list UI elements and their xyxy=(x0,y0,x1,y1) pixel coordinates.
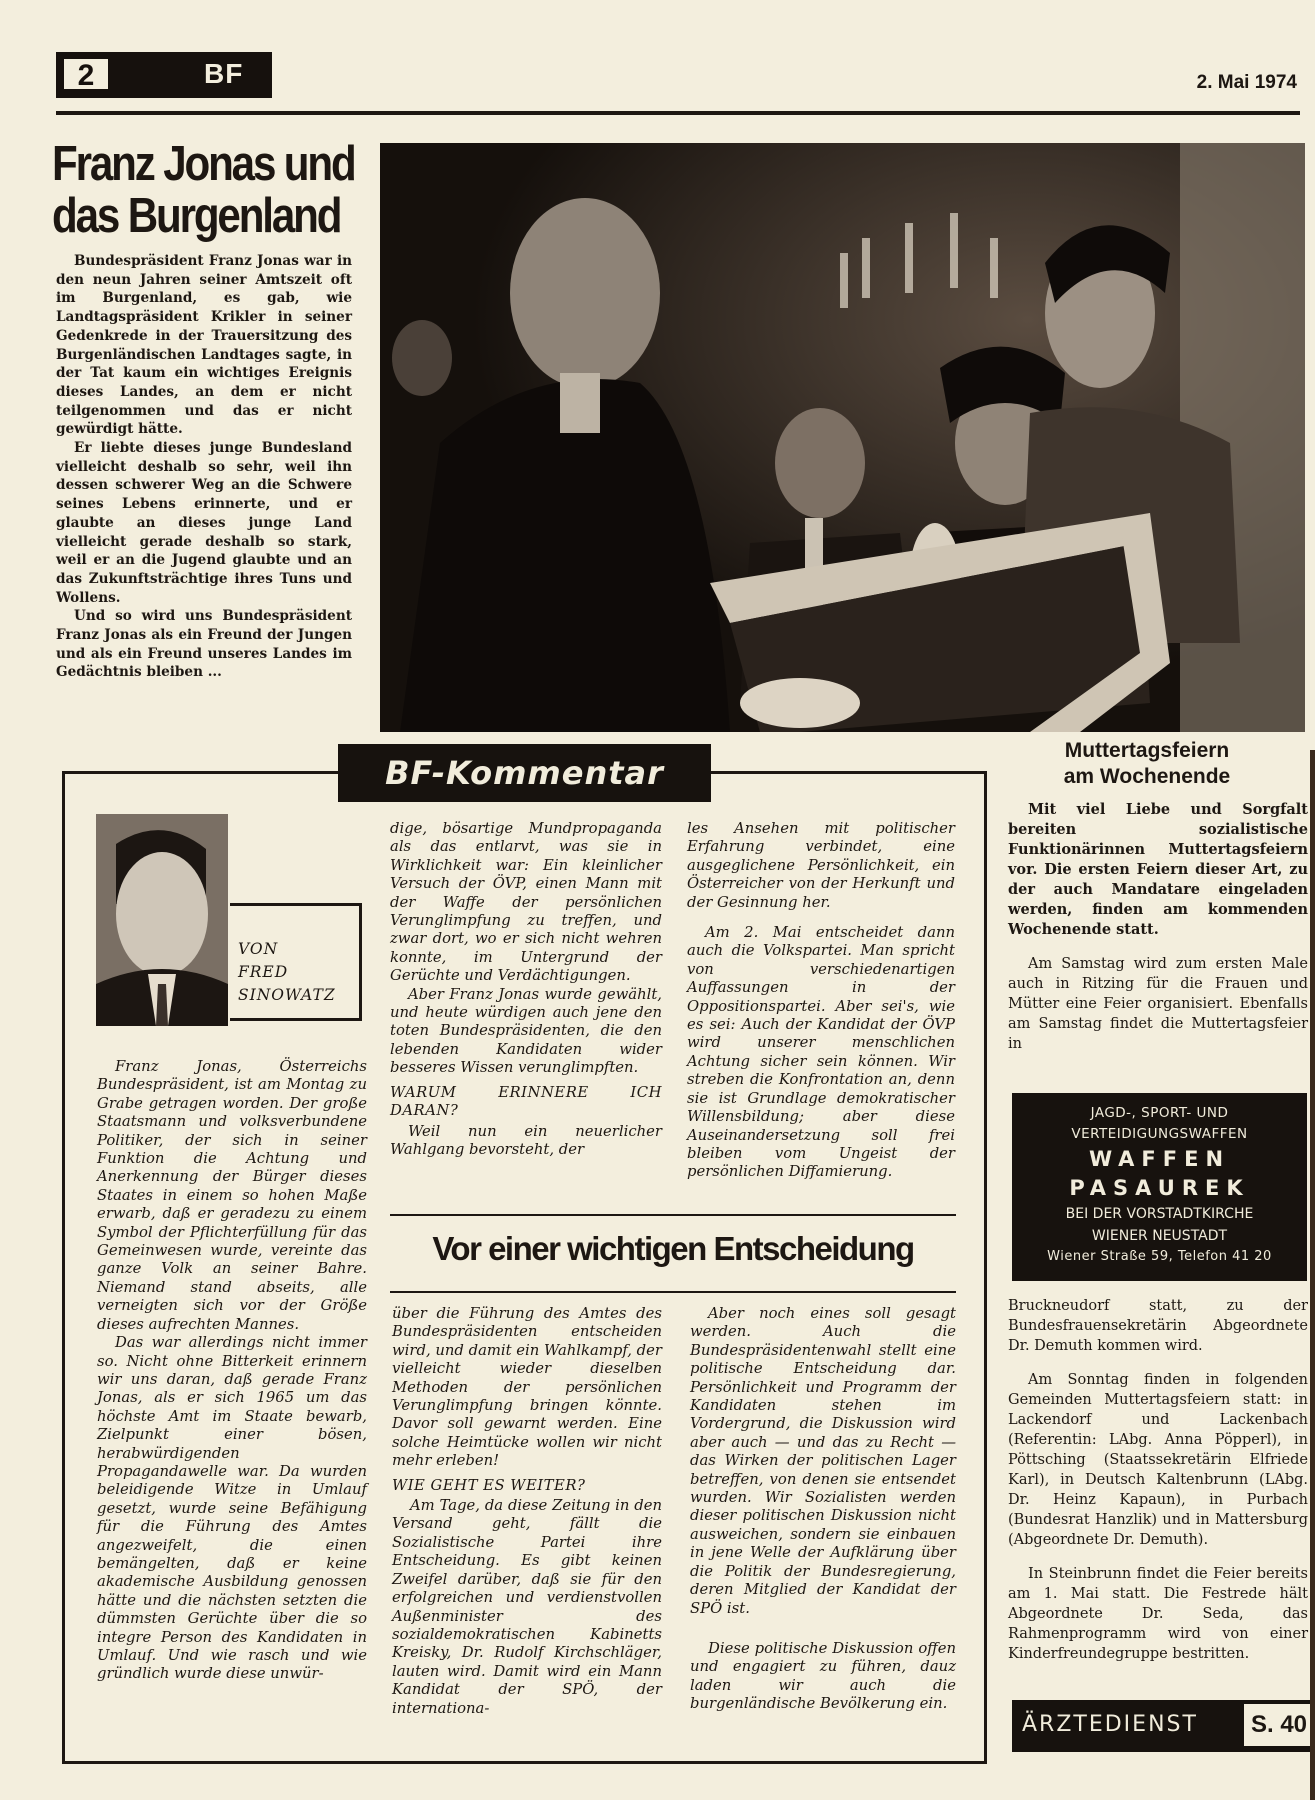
paragraph: Bruckneudorf statt, zu der Bundesfrauensekretärin Abgeordnete Dr. Demuth kommen wird. xyxy=(1008,1298,1308,1354)
muttertag-headline-line1: Muttertagsfeiern xyxy=(1064,739,1230,762)
kommentar-column-2 xyxy=(390,820,662,1159)
lead-headline-line2: das Burgenland xyxy=(52,189,341,243)
lead-photo xyxy=(380,143,1305,732)
ad-name: PASAUREK xyxy=(1069,1176,1250,1200)
section-label: BF xyxy=(204,58,244,89)
aerztedienst-page-ref[interactable]: S. 40 xyxy=(1244,1704,1314,1746)
muttertag-body-continued xyxy=(1008,1296,1308,1678)
paragraph: über die Führung des Amtes des Bundespräsidenten entscheiden wird, und damit ein Wahlkampf, der vielleicht wieder dieselben Methoden der persönlichen Verunglimpfung bringen könnte. Davor soll gewarnt werden. Eine solche Heimtücke wollen wir nicht mehr erleben! xyxy=(392,1305,662,1470)
advertisement-waffen-pasaurek xyxy=(1012,1093,1307,1281)
paragraph: Aber Franz Jonas wurde gewählt, und heute würdigen auch jene den toten Bundespräsidenten, die den lebenden Kandidaten wider besseres Wissen verunglimpften. xyxy=(390,985,662,1077)
author-portrait-icon xyxy=(96,814,228,1026)
muttertag-headline-line2: am Wochenende xyxy=(1063,765,1231,788)
ad-line: BEI DER VORSTADTKIRCHE xyxy=(1065,1206,1254,1222)
aerztedienst-label: ÄRZTEDIENST xyxy=(1022,1712,1198,1737)
section-header-bar xyxy=(56,52,272,98)
subheadline-rule-top xyxy=(390,1214,956,1216)
author-photo xyxy=(96,814,228,1026)
lead-paragraph: Er liebte dieses junge Bundesland vielleicht deshalb so sehr, weil ihn dessen schwerer Weg an die Schwere seines Lebens erinnerte, und er glaubte an dieses junge Land vielleicht gerade deshalb so stark, weil er an die Jugend glaubte und an das Zukunftsträchtige ihres Tuns und Wollens. xyxy=(56,440,352,606)
kommentar-column-4 xyxy=(392,1305,662,1718)
paragraph: dige, bösartige Mundpropaganda als das entlarvt, was sie in Wirklichkeit war: Ein kleinlicher Versuch der ÖVP, einen Mann mit der Waffe der persönlichen Verunglimpfung zu treffen, und zwar dort, wo er sich nicht wehren konnte, im Untergrund der Gerüchte und Verdächtigungen. xyxy=(390,820,662,985)
ad-line: VERTEIDIGUNGSWAFFEN xyxy=(1071,1126,1248,1142)
muttertag-intro: Mit viel Liebe und Sorgfalt bereiten sozialistische Funktionärinnen Muttertagsfeiern vor. Die ersten Feiern dieser Art, zu der auch Mandatare eingeladen werden, finden am kommenden Wochenende statt. xyxy=(1008,801,1308,938)
lead-headline-line1: Franz Jonas und xyxy=(52,137,355,191)
issue-date: 2. Mai 1974 xyxy=(1196,72,1297,93)
subheadline-rule-bottom xyxy=(390,1291,956,1293)
muttertag-body xyxy=(1008,800,1308,1054)
paragraph: Am 2. Mai entscheidet dann auch die Volkspartei. Man spricht von verschiedenartigen Auffassungen in der Oppositionspartei. Aber sei's, wie es sei: Auch der Kandidat der ÖVP wird unserer menschlichen Achtung sicher sein können. Wir streben die Konfrontation an, denn sie ist Grundlage demokratischer Willensbildung; aber diese Auseinandersetzung soll frei bleiben vom Ungeist der persönlichen Diffamierung. xyxy=(687,924,955,1181)
paragraph: Am Sonntag finden in folgenden Gemeinden Muttertagsfeiern statt: in Lackendorf und Lackenbach (Referentin: LAbg. Anna Pöpperl), in Pöttsching (Staatssekretärin Elfriede Karl), in Deutsch Kaltenbrunn (LAbg. Dr. Heinz Kapaun), in Purbach (Bundesrat Hanzlik) und in Mattersburg (Abgeordnete Dr. Demuth). xyxy=(1008,1372,1308,1548)
lead-paragraph: Und so wird uns Bundespräsident Franz Jonas als ein Freund der Jungen und als ein Freund unseres Landes im Gedächtnis bleiben ... xyxy=(56,608,352,681)
kommentar-banner: BF-Kommentar xyxy=(338,744,711,802)
ad-line: JAGD-, SPORT- UND xyxy=(1090,1105,1229,1121)
ad-line: WIENER NEUSTADT xyxy=(1091,1228,1228,1244)
lead-paragraph: Bundespräsident Franz Jonas war in den neun Jahren seiner Amtszeit oft im Burgenland, es gab, wie Landtagspräsident Krikler in seiner Gedenkrede in der Trauersitzung des Burgenländischen Landtages sagte, in der Tat kaum ein wichtiges Ereignis dieses Landes, an dem er nicht teilgenommen und das er nicht gewürdigt hätte. xyxy=(56,253,352,438)
paragraph: Weil nun ein neuerlicher Wahlgang bevorsteht, der xyxy=(390,1122,662,1158)
aerztedienst-box[interactable] xyxy=(1012,1700,1314,1752)
paragraph: Am Samstag wird zum ersten Male auch in Ritzing für die Frauen und Mütter eine Feier organisiert. Ebenfalls am Samstag findet die Muttertagsfeier in xyxy=(1008,956,1308,1052)
subhead: WARUM ERINNERE ICH DARAN? xyxy=(390,1083,662,1120)
paragraph: Aber noch eines soll gesagt werden. Auch die Bundespräsidentenwahl stellt eine politische Entscheidung dar. Persönlichkeit und Programm der Kandidaten stehen im Vordergrund, die Diskussion wird aber auch — und das zu Recht — das Wirken der politischen Lager betreffen, von denen sie entsendet wurden. Wir Sozialisten werden dieser politischen Diskussion nicht ausweichen, sondern sie einbauen in jene Welle der Aufklärung über die Politik der Bundesregierung, deren Mitglied der Kandidat der SPÖ ist. xyxy=(690,1305,956,1617)
ad-name: WAFFEN xyxy=(1088,1147,1231,1171)
page-number: 2 xyxy=(62,57,110,91)
byline-von: VON xyxy=(238,940,279,958)
paragraph: Das war allerdings nicht immer so. Nicht ohne Bitterkeit erinnern wir uns daran, daß gerade Franz Jonas, als er sich 1965 um das höchste Amt im Staate bewarb, Zielpunkt einer bösen, herabwürdigenden Propagandawelle war. Da wurden beleidigende Witze in Umlauf gesetzt, wurde seine Befähigung für die Führung des Amtes angezweifelt, die einen bemängelten, daß er keine akademische Ausbildung genossen hätte und die nächsten setzten die dümmsten Gerüchte über die so integre Person des Kandidaten in Umlauf. Und wie rasch und wie gründlich wurde diese unwür- xyxy=(97,1334,367,1683)
muttertag-headline xyxy=(1012,738,1282,790)
byline-first-name: FRED xyxy=(238,963,289,981)
paragraph: Franz Jonas, Österreichs Bundespräsident, ist am Montag zu Grabe getragen worden. Der große Staatsmann und volksverbundene Politiker, der sich in seiner Funktion die Achtung und Anerkennung der Bürger dieses Staates in einem so hohen Maße erwarb, daß er geradezu zu einem Symbol der Pflichterfüllung für das Gemeinwesen wurde, vereinte das ganze Volk an seiner Bahre. Niemand stand abseits, alle verneigten sich vor der Größe dieses aufrechten Mannes. xyxy=(97,1058,367,1333)
page-edge-shadow xyxy=(1310,750,1315,1800)
photo-image-icon xyxy=(380,143,1305,732)
paragraph: In Steinbrunn findet die Feier bereits am 1. Mai statt. Die Festrede hält Abgeordnete Dr. Seda, das Rahmenprogramm wird von einer Kinderfreundegruppe bestritten. xyxy=(1008,1566,1308,1662)
lead-headline xyxy=(52,137,355,243)
paragraph: Diese politische Diskussion offen und engagiert zu führen, dauz laden wir auch die burgenländische Bevölkerung ein. xyxy=(690,1639,956,1713)
byline xyxy=(238,938,336,1007)
kommentar-column-3 xyxy=(687,820,955,1182)
subhead: WIE GEHT ES WEITER? xyxy=(392,1476,586,1494)
paragraph: les Ansehen mit politischer Erfahrung verbindet, eine ausgeglichene Persönlichkeit, ein Österreicher von der Herkunft und der Gesinnung her. xyxy=(687,820,955,911)
byline-last-name: SINOWATZ xyxy=(238,986,336,1004)
kommentar-column-5 xyxy=(690,1305,956,1714)
paragraph: Am Tage, da diese Zeitung in den Versand geht, fällt die Sozialistische Partei ihre Entscheidung. Es gibt keinen Zweifel darüber, daß sie für den erfolgreichen und verdienstvollen Außenminister des sozialdemokratischen Kabinetts Kreisky, Dr. Rudolf Kirchschläger, lauten wird. Damit wird ein Mann Kandidat der SPÖ, der internationa- xyxy=(392,1497,662,1717)
kommentar-subheadline: Vor einer wichtigen Entscheidung xyxy=(432,1230,914,1267)
kommentar-column-1 xyxy=(97,1058,367,1684)
lead-article-body xyxy=(56,252,352,682)
header-rule xyxy=(56,111,1300,115)
ad-address: Wiener Straße 59, Telefon 41 20 xyxy=(1047,1249,1272,1264)
